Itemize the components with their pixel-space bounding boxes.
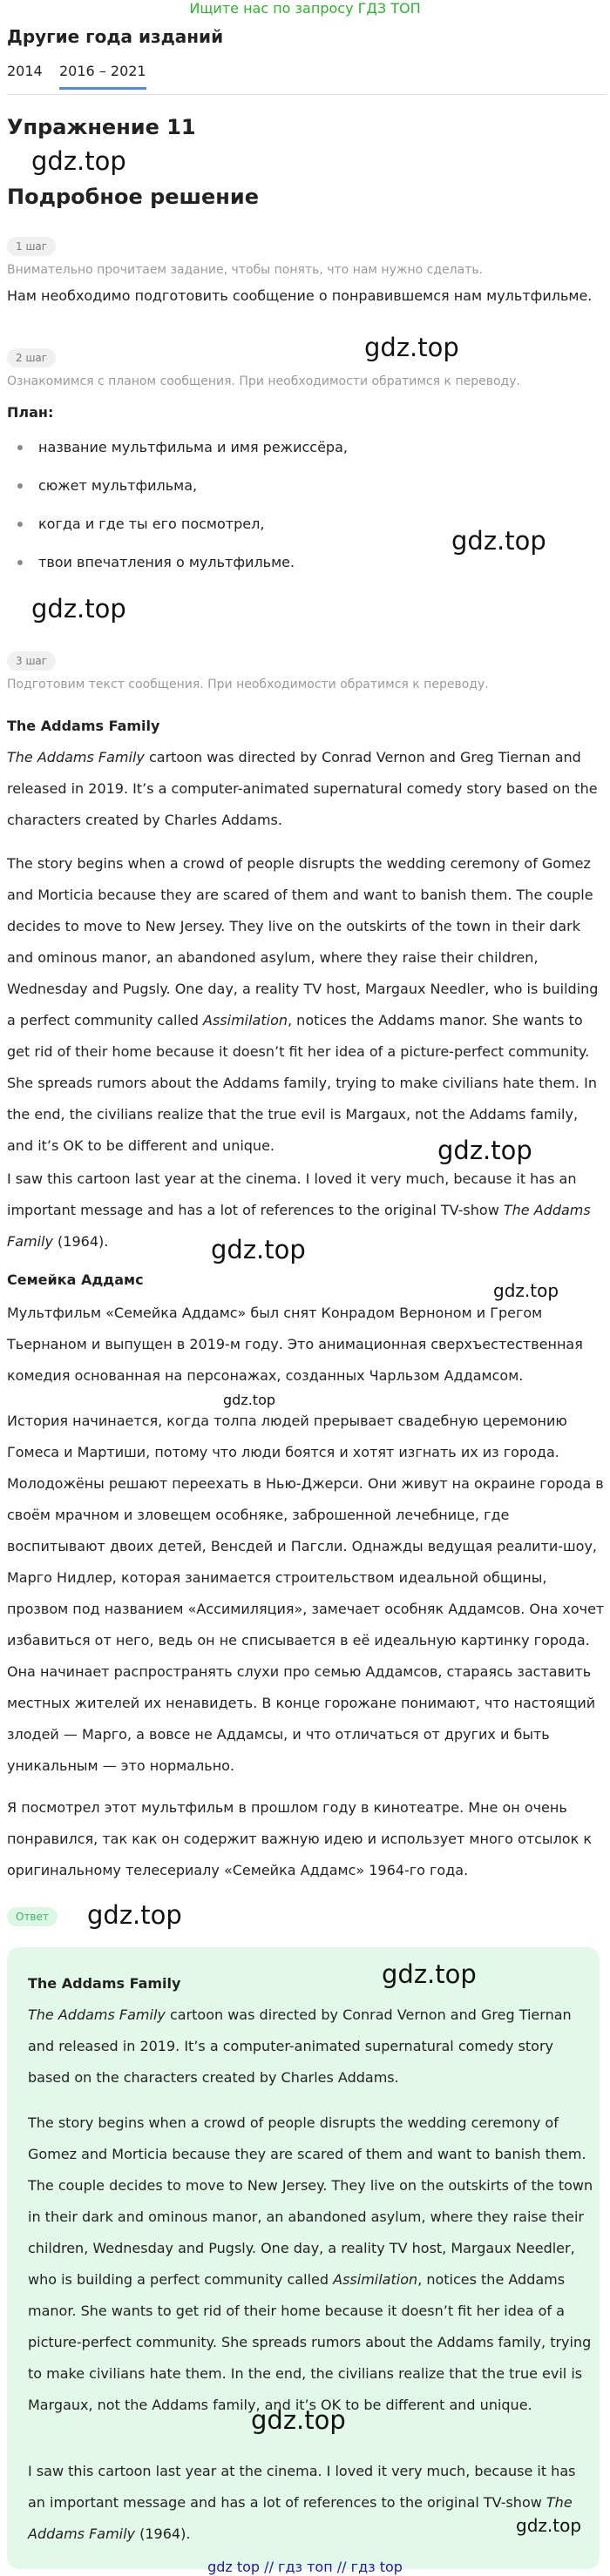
answer-section bbox=[7, 1907, 58, 1926]
watermark: gdz.top bbox=[87, 1900, 182, 1930]
step-1-text: Нам необходимо подготовить сообщение о понравившемся нам мультфильме. bbox=[7, 287, 593, 304]
en-paragraph-1: The Addams Family cartoon was directed by Conrad Vernon and Greg Tiernan and released in 2019. It’s a computer-animated supernatural comedy story based on the characters created by Charles Addams. bbox=[7, 749, 598, 828]
watermark: gdz.top bbox=[493, 1280, 559, 1301]
ru-paragraph-1: Мультфильм «Семейка Аддамс» был снят Конрадом Верноном и Грегом Тьернаном и выпущен в 2019-м году. Это анимационная сверхъестественная комедия основанная на персонажах, созданных Чарльзом Аддамсом. bbox=[7, 1305, 583, 1384]
ru-title: Семейка Аддамс bbox=[7, 1271, 144, 1288]
answer-paragraph-2: The story begins when a crowd of people disrupts the wedding ceremony of Gomez and Morticia because they are scared of them and want to banish them. The couple decides to move to New Jersey. They live on the outskirts of the town in their dark and ominous manor, an abandoned asylum, where they raise their children, Wednesday and Pugsly. One day, a reality TV host, Margaux Needler, who is building a perfect community called Assimilation, notices the Addams manor. She wants to get rid of their home because it doesn’t fit her idea of a picture-perfect community. She spreads rumors about the Addams family, trying to make civilians hate them. In the end, the civilians realize that the true evil is Margaux, not the Addams family, and it’s OK to be different and unique. bbox=[28, 2114, 593, 2413]
answer-box bbox=[7, 1947, 600, 2569]
watermark: gdz.top bbox=[437, 1136, 532, 1165]
bullet-icon bbox=[17, 560, 23, 565]
footer-separator: // bbox=[264, 2559, 274, 2575]
plan-list bbox=[7, 438, 608, 591]
watermark: gdz.top bbox=[364, 333, 459, 362]
footer-link[interactable]: гдз top bbox=[350, 2559, 403, 2575]
plan-item: сюжет мультфильма, bbox=[7, 476, 608, 515]
footer-link[interactable]: гдз топ bbox=[278, 2559, 333, 2575]
step-1 bbox=[7, 237, 608, 312]
bullet-icon bbox=[17, 445, 23, 450]
plan-item: когда и где ты его посмотрел, bbox=[7, 515, 608, 553]
step-3 bbox=[7, 651, 608, 691]
answer-paragraph-3: I saw this cartoon last year at the cinema. I loved it very much, because it has an important message and has a lot of references to the original TV-show The Addams Family (1964). bbox=[28, 2463, 576, 2542]
footer-link[interactable]: gdz top bbox=[207, 2559, 261, 2575]
watermark: gdz.top bbox=[31, 594, 126, 624]
step-2-badge: 2 шаг bbox=[7, 348, 56, 368]
watermark: gdz.top bbox=[251, 2405, 346, 2435]
detail-solution-title: Подробное решение bbox=[7, 185, 259, 209]
search-banner: Ищите нас по запросу ГДЗ ТОП bbox=[189, 0, 421, 17]
en-paragraph-3: I saw this cartoon last year at the cinema. I loved it very much, because it has an important message and has a lot of references to the original TV-show The Addams Family (1964). bbox=[7, 1170, 591, 1250]
step-3-hint: Подготовим текст сообщения. При необходимости обратимся к переводу. bbox=[7, 678, 489, 691]
answer-title: The Addams Family bbox=[28, 1975, 181, 1992]
answer-paragraph-1: The Addams Family cartoon was directed by Conrad Vernon and Greg Tiernan and released in 2019. It’s a computer-animated supernatural comedy story based on the characters created by Charles Addams. bbox=[28, 2006, 572, 2086]
other-years-title: Другие года изданий bbox=[7, 26, 224, 47]
watermark: gdz.top bbox=[382, 1959, 477, 1989]
bullet-icon bbox=[17, 522, 23, 527]
year-tabs bbox=[7, 63, 608, 95]
watermark: gdz.top bbox=[211, 1235, 306, 1264]
year-tab-2014[interactable]: 2014 bbox=[7, 63, 43, 79]
plan-item: твои впечатления о мультфильме. bbox=[7, 553, 608, 591]
en-paragraph-2: The story begins when a crowd of people disrupts the wedding ceremony of Gomez and Morticia because they are scared of them and want to banish them. The couple decides to move to New Jersey. They live on the outskirts of the town in their dark and ominous manor, an abandoned asylum, where they raise their children, Wednesday and Pugsly. One day, a reality TV host, Margaux Needler, who is building a perfect community called Assimilation, notices the Addams manor. She wants to get rid of their home because it doesn’t fit her idea of a picture-perfect community. She spreads rumors about the Addams family, trying to make civilians hate them. In the end, the civilians realize that the true evil is Margaux, not the Addams family, and it’s OK to be different and unique. bbox=[7, 855, 599, 1154]
exercise-title: Упражнение 11 bbox=[7, 115, 196, 139]
footer-separator: // bbox=[336, 2559, 347, 2575]
en-title: The Addams Family bbox=[7, 718, 160, 734]
ru-paragraph-2: История начинается, когда толпа людей прерывает свадебную церемонию Гомеса и Мартиши, потому что люди боятся и хотят изгнать их из города. Молодожёны решают переехать в Нью-Джерси. Они живут на окраине города в своём мрачном и зловещем особняке, заброшенной лечебнице, где воспитывают двоих детей, Венсдей и Пагсли. Однажды ведущая реалити-шоу, Марго Нидлер, которая занимается строительством идеальной общины, прозвом под названием «Ассимиляция», замечает особняк Аддамсов. Она хочет избавиться от него, ведь он не списывается в её идеальную картинку города. Она начинает распространять слухи про семью Аддамсов, стараясь заставить местных жителей их ненавидеть. В конце горожане понимают, что настоящий злодей — Марго, а вовсе не Аддамсы, и что отличаться от других и быть уникальным — это нормально. bbox=[7, 1413, 605, 1774]
watermark: gdz.top bbox=[31, 146, 126, 176]
step-2-hint: Ознакомимся с планом сообщения. При необходимости обратимся к переводу. bbox=[7, 374, 520, 388]
step-1-hint: Внимательно прочитаем задание, чтобы понять, что нам нужно сделать. bbox=[7, 263, 484, 277]
plan-item: название мультфильма и имя режиссёра, bbox=[7, 438, 608, 476]
ru-paragraph-3: Я посмотрел этот мультфильм в прошлом году в кинотеатре. Мне он очень понравился, так как он содержит важную идею и использует много отсылок к оригинальному телесериалу «Семейка Аддамс» 1964-го года. bbox=[7, 1799, 592, 1878]
answer-badge: Ответ bbox=[7, 1907, 58, 1926]
watermark: gdz.top bbox=[223, 1392, 276, 1408]
bullet-icon bbox=[17, 483, 23, 489]
step-3-badge: 3 шаг bbox=[7, 651, 56, 671]
footer-links bbox=[0, 2559, 610, 2575]
step-1-badge: 1 шаг bbox=[7, 237, 56, 256]
year-tab-2016-2021[interactable]: 2016 – 2021 bbox=[59, 63, 146, 90]
watermark: gdz.top bbox=[451, 526, 546, 556]
plan-label: План: bbox=[7, 404, 54, 421]
watermark: gdz.top bbox=[516, 2515, 582, 2536]
